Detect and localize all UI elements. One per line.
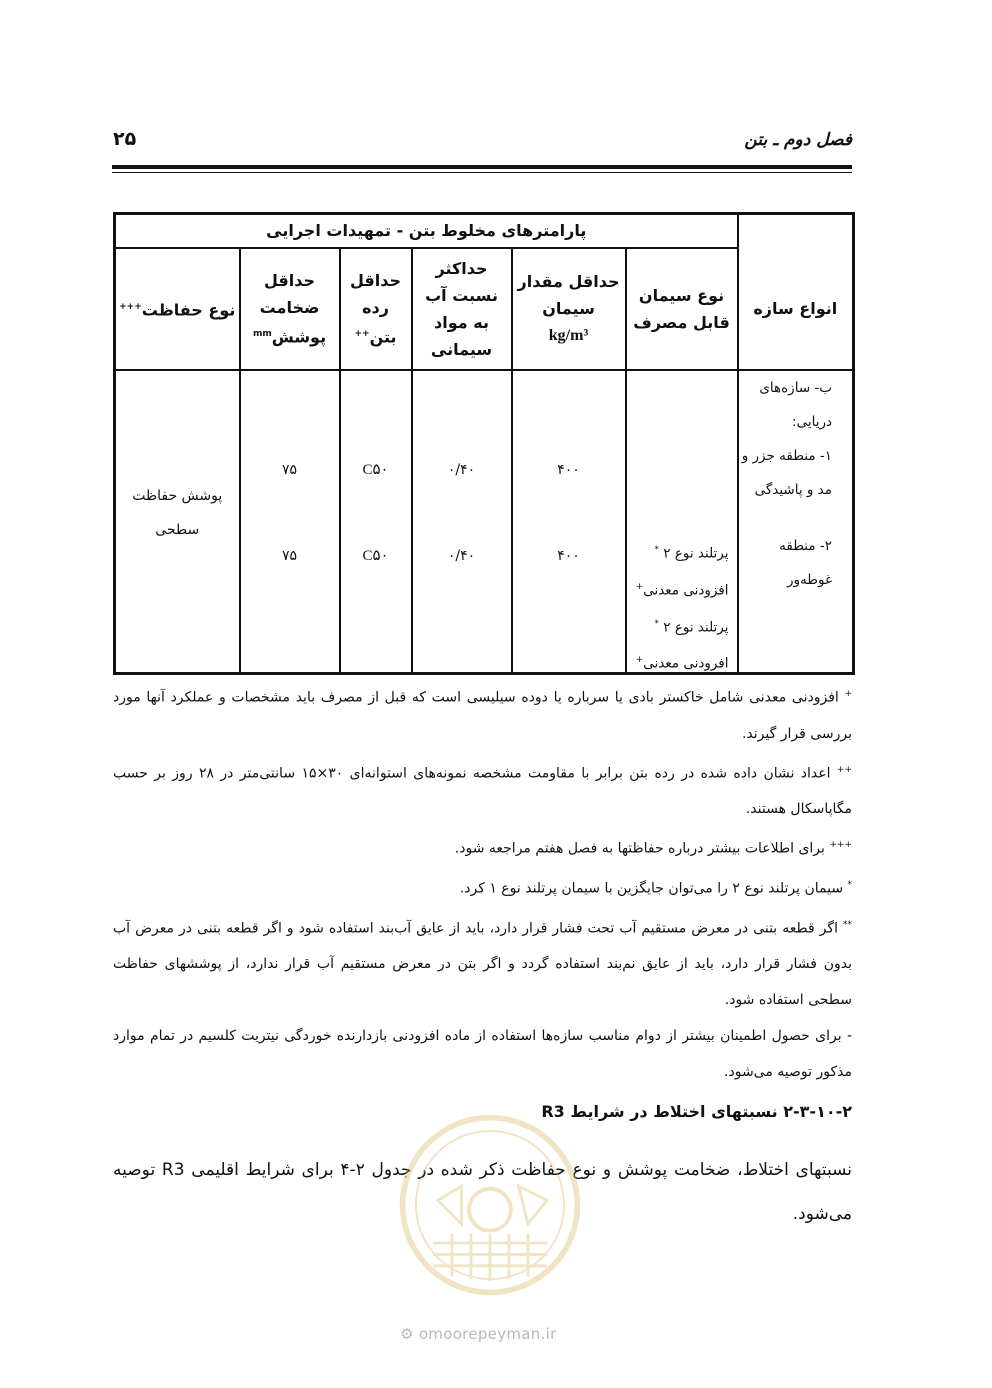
section-body: نسبتهای اختلاط، ضخامت پوشش و نوع حفاظت ذکر شده در جدول ۲-۴ برای شرایط اقلیمی R3 توصیه می‌شود. [113,1160,852,1224]
col-structure-type: انواع سازه [738,214,854,370]
table-group-header: پارامترهای مخلوط بتن - تمهیدات اجرایی [115,214,738,248]
col-protection-type: نوع حفاظت+++ [115,248,240,370]
footnote: ** اگر قطعه بتنی در معرض مستقیم آب تحت فشار قرار دارد، باید از عایق آب‌بند استفاده شود و اگر قطعه بتنی در معرض آب بدون فشار قرار دارد، باید از عایق نم‌بند استفاده گردد و اگر بتن در معرض مستقیم آب قرار ندارد، از پوششهای حفاظت سطحی استفاده شود. [113,919,852,1009]
footnote: - برای حصول اطمینان بیشتر از دوام مناسب سازه‌ها استفاده از ماده افزودنی بازدارنده خوردگی نیتریت کلسیم در تمام موارد مذکور توصیه می‌شود. [113,1028,852,1081]
cell-cement-types: پرتلند نوع ۲ * افزودنی معدنی+ پرتلند نوع ۲ * افرودنی معدنی+ [626,370,738,674]
header-rule-thick [112,165,852,169]
chapter-title: فصل دوم ـ بتن [744,130,852,150]
watermark-url: ⚙ omoorepeyman.ir [400,1325,557,1343]
section-heading: ۲-۳-۱۰-۲ نسبتهای اختلاط در شرایط R3 [541,1102,852,1121]
col-min-grade: حداقل رده بتن++ [340,248,412,370]
cell-min-grade: C۵۰ C۵۰ [340,370,412,674]
cell-protection: پوشش حفاظت سطحی [115,370,240,674]
page-number: ۲۵ [113,128,137,150]
cell-min-cement: ۴۰۰ ۴۰۰ [512,370,626,674]
footnote: * سیمان پرتلند نوع ۲ را می‌توان جایگزین با سیمان پرتلند نوع ۱ کرد. [459,879,852,897]
cell-min-cover: ۷۵ ۷۵ [240,370,340,674]
col-cement-type: نوع سیمان قابل مصرف [626,248,738,370]
col-max-wc: حداکثر نسبت آب به مواد سیمانی [412,248,512,370]
footnote: + افزودنی معدنی شامل خاکستر بادی یا سرباره یا دوده سیلیسی است که قبل از مصرف باید مشخصات و عملکرد آنها مورد بررسی قرار گیرند. [113,689,852,742]
concrete-spec-table [113,212,855,675]
table-footnotes [113,676,852,1090]
footnote: +++ برای اطلاعات بیشتر درباره حفاظتها به فصل هفتم مراجعه شود. [454,840,852,857]
cell-structure-types: ب- سازه‌های دریایی: ۱- منطقه جزر و مد و پاشیدگی ۲- منطقه غوطه‌ور [738,370,854,674]
footnote: ++ اعداد نشان داده شده در رده بتن برابر با مقاومت مشخصه نمونه‌های استوانه‌ای ۳۰×۱۵ سانتی‌متر در ۲۸ روز بر حسب مگاپاسکال هستند. [113,764,853,818]
header-rule-thin [112,172,852,173]
logo-watermark-icon [395,1110,585,1300]
col-min-cement: حداقل مقدار سیمان kg/m³ [512,248,626,370]
cell-max-wc: ۰/۴۰ ۰/۴۰ [412,370,512,674]
col-min-cover: حداقل ضخامت پوشش$^{mm}$ [240,248,340,370]
